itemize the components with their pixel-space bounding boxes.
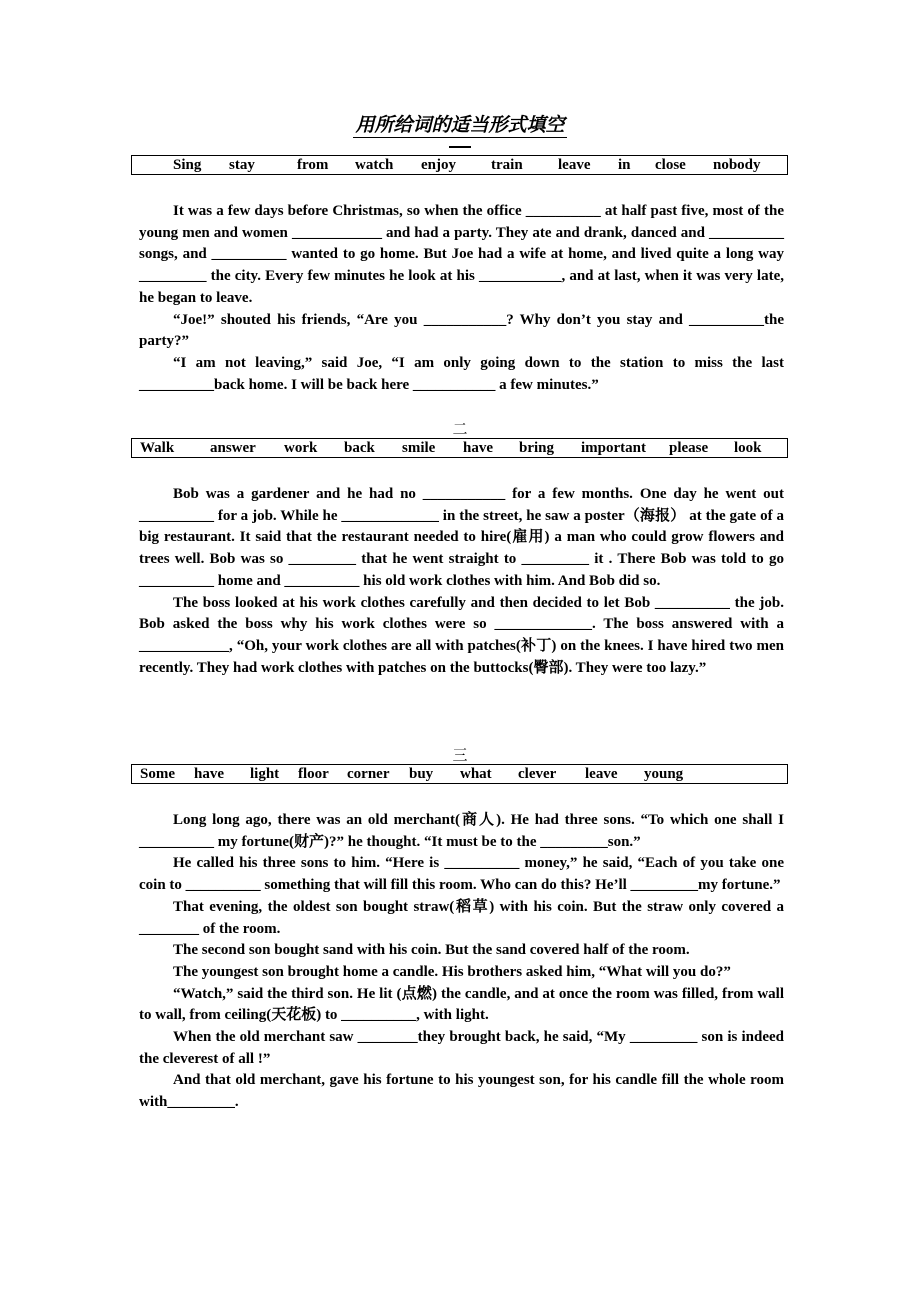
passage-paragraph: “I am not leaving,” said Joe, “I am only going down to the station to miss the last __________back home. I will be back here ___________ a few minutes.” <box>139 354 784 393</box>
passage-paragraph: He called his three sons to him. “Here is __________ money,” he said, “Each of you take one coin to __________ something that will fill this room. Who can do this? He’ll _________my fortune.” <box>139 855 784 894</box>
word-bank-item: stay <box>229 157 255 173</box>
word-bank-item: enjoy <box>421 157 456 173</box>
passage-paragraph: The youngest son brought home a candle. His brothers asked him, “What will you do?” <box>173 963 731 980</box>
passage-1 <box>139 201 784 396</box>
passage-paragraph: It was a few days before Christmas, so when the office __________ at half past five, most of the young men and women ____________ and had a party. They ate and drank, danced and __________ songs, and __________ wanted to go home. But Joe had a wife at home, and lived quite a long way _________ the city. Every few minutes he look at his ___________, and at last, when it was very late, he began to leave. <box>139 203 784 306</box>
word-bank-item: light <box>250 766 280 782</box>
word-bank-item: buy <box>409 766 434 782</box>
word-bank-item: Sing <box>173 157 202 173</box>
word-bank-item: from <box>297 157 329 173</box>
word-bank-item: close <box>655 157 686 173</box>
word-bank-item: look <box>734 440 762 456</box>
page-title-text: 用所给词的适当形式填空 <box>355 114 565 136</box>
section-3-label: 三 <box>452 746 468 764</box>
passage-paragraph: That evening, the oldest son bought straw(稻草) with his coin. But the straw only covered a ________ of the room. <box>139 898 784 937</box>
passage-paragraph: “Watch,” said the third son. He lit (点燃) the candle, and at once the room was filled, from wall to wall, from ceiling(天花板) to __________, with light. <box>139 985 784 1024</box>
word-bank-item: young <box>644 766 684 782</box>
word-bank-item: work <box>284 440 318 456</box>
word-bank-item: Walk <box>140 440 175 456</box>
passage-3 <box>139 810 784 1114</box>
word-bank-item: in <box>618 157 631 173</box>
word-bank-item: clever <box>518 766 557 782</box>
section-1-mark <box>449 146 471 148</box>
word-bank-item: watch <box>355 157 394 173</box>
word-bank-item: answer <box>210 440 256 456</box>
word-bank-item: important <box>581 440 646 456</box>
word-bank-item: Some <box>140 766 175 782</box>
passage-paragraph: When the old merchant saw ________they brought back, he said, “My _________ son is indeed the cleverest of all !” <box>139 1029 784 1067</box>
word-bank-item: leave <box>558 157 591 173</box>
word-bank-item: please <box>669 440 709 456</box>
section-1-label <box>0 137 920 155</box>
word-bank-item: have <box>194 766 224 782</box>
word-bank-item: train <box>491 157 523 173</box>
passage-paragraph: The second son bought sand with his coin. But the sand covered half of the room. <box>173 942 690 959</box>
word-bank-item: nobody <box>713 157 761 173</box>
page-title <box>0 110 920 137</box>
passage-paragraph: “Joe!” shouted his friends, “Are you ___________? Why don’t you stay and __________the party?” <box>139 311 784 350</box>
word-bank-item: smile <box>402 440 436 456</box>
word-bank-item: corner <box>347 766 390 782</box>
word-bank-item: have <box>463 440 493 456</box>
word-bank-3 <box>131 764 788 784</box>
word-bank-1 <box>131 155 788 175</box>
word-bank-item: what <box>460 766 492 782</box>
passage-paragraph: Bob was a gardener and he had no ___________ for a few months. One day he went out __________ for a job. While he _____________ in the street, he saw a poster（海报） at the gate of a big restaurant. It said that the restaurant needed to hire(雇用) a man who could grow flowers and trees well. Bob was so _________ that he went straight to _________ it . There Bob was told to go __________ home and __________ his old work clothes with him. And Bob did so. <box>139 486 784 589</box>
word-bank-item: floor <box>298 766 329 782</box>
passage-2 <box>139 484 784 679</box>
word-bank-item: back <box>344 440 375 456</box>
section-2-label: 二 <box>452 420 468 438</box>
word-bank-2 <box>131 438 788 458</box>
passage-paragraph: The boss looked at his work clothes carefully and then decided to let Bob __________ the job. Bob asked the boss why his work clothes were so _____________. The boss answered with a ____________, “Oh, your work clothes are all with patches(补丁) on the knees. I have hired two men recently. They had work clothes with patches on the buttocks(臀部). They were too lazy.” <box>139 594 784 676</box>
word-bank-item: bring <box>519 440 555 456</box>
passage-paragraph: Long long ago, there was an old merchant(商人). He had three sons. “To which one shall I __________ my fortune(财产)?” he thought. “It must be to the _________son.” <box>139 812 784 850</box>
word-bank-item: leave <box>585 766 618 782</box>
passage-paragraph: And that old merchant, gave his fortune to his youngest son, for his candle fill the whole room with_________. <box>139 1072 784 1111</box>
